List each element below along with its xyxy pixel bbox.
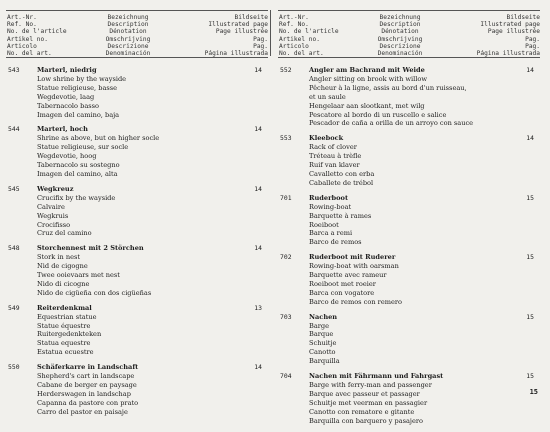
illustrated-page-number: 15 — [526, 253, 534, 262]
translation-line: Barquette à rames — [309, 211, 372, 220]
translation-line: Crucifix by the wayside — [37, 193, 116, 202]
catalog-entry — [6, 125, 268, 178]
description-lines — [37, 363, 268, 416]
description-lines — [309, 372, 540, 425]
translation-line: Barco de remos con remero — [309, 297, 402, 306]
translation-line: Pescador de caña a orilla de un arroyo con sauce — [309, 119, 474, 128]
translation-line: Rack of clover — [309, 143, 357, 152]
illustrated-page-number: 15 — [526, 193, 534, 202]
illustrated-page-number: 14 — [254, 66, 262, 74]
translation-line: Equestrian statue — [37, 312, 97, 321]
catalog-entry — [278, 372, 540, 425]
translation-line: Cruz del camino — [37, 229, 92, 238]
translation-line: Estatua ecuestre — [37, 348, 94, 357]
translation-line: Twee ooievaars met nest — [37, 271, 120, 280]
translation-line: Pescatore al bordo di un ruscello e salice — [309, 110, 447, 119]
translation-line: Statue religieuse, sur socle — [37, 143, 129, 152]
illustrated-page-number: 14 — [526, 134, 534, 143]
illustrated-page-number: 13 — [254, 303, 262, 312]
description-lines — [309, 66, 540, 128]
translation-line: Schuitje met veerman en passagier — [309, 398, 428, 407]
german-title: Nachen mit Fährmann und Fahrgast — [309, 372, 444, 381]
description-lines — [37, 66, 268, 119]
article-number: 549 — [8, 303, 20, 312]
translation-line: Wegdevotie, hoog — [37, 152, 97, 161]
translation-line: Roeiboot met roeier — [309, 279, 376, 288]
article-number: 552 — [280, 66, 292, 74]
translation-line: Crocifisso — [37, 220, 71, 229]
german-title: Wegkreuz — [37, 184, 74, 193]
left-entries — [6, 66, 268, 417]
translation-line: Shepherd's cart in landscape — [37, 372, 135, 381]
catalog-entry — [6, 304, 268, 357]
translation-line: Barge with ferry-man and passenger — [309, 381, 432, 389]
article-number: 548 — [8, 244, 20, 253]
article-number: 553 — [280, 134, 292, 143]
header-bildseite: Bildseite Illustrated page Page illustrée Pag. Pag. Página illustrada — [476, 14, 540, 58]
translation-line: Barca a remi — [309, 229, 353, 238]
catalog-entry — [278, 313, 540, 366]
translation-line: Nid de cigogne — [37, 262, 88, 271]
translation-line: Barquette avec rameur — [309, 271, 387, 280]
translation-line: Barquilla con barquero y pasajero — [309, 416, 424, 425]
catalog-entry — [6, 244, 268, 297]
translation-line: Imagen del camino, alta — [37, 169, 118, 178]
header-bildseite: Bildseite Illustrated page Page illustrée Pag. Pag. Página illustrada — [204, 14, 268, 58]
german-title: Schäferkarre in Landschaft — [37, 363, 139, 372]
description-lines — [37, 244, 268, 297]
catalog-entry — [278, 66, 540, 128]
translation-line: Barque avec passeur et passager — [309, 389, 420, 398]
translation-line: Statue équestre — [37, 321, 91, 330]
translation-line: Hengelaar aan slootkant, met wilg — [309, 101, 425, 110]
article-number: 703 — [280, 312, 292, 321]
translation-line: Barque — [309, 330, 334, 339]
article-number: 545 — [8, 184, 20, 193]
article-number: 543 — [8, 66, 20, 74]
translation-line: Tréteau à trèfle — [309, 152, 362, 161]
translation-line: Barge — [309, 321, 330, 330]
translation-line: Barco de remos — [309, 238, 362, 247]
description-lines — [309, 194, 540, 247]
translation-line: Nido de cigüeña con dos cigüeñas — [37, 288, 152, 297]
translation-line: Capanna da pastore con prato — [37, 398, 139, 407]
description-lines — [309, 134, 540, 187]
german-title: Angler am Bachrand mit Weide — [309, 66, 425, 74]
illustrated-page-number: 14 — [254, 184, 262, 193]
right-column — [278, 10, 540, 432]
description-lines — [309, 253, 540, 306]
german-title: Ruderboot mit Ruderer — [309, 253, 396, 262]
description-lines — [37, 304, 268, 357]
illustrated-page-number: 15 — [526, 312, 534, 321]
german-title: Ruderboot — [309, 193, 349, 202]
translation-line: Shrine as above, but on higher socle — [37, 134, 160, 143]
article-number: 550 — [8, 363, 20, 372]
translation-line: Ruitergedenkteken — [37, 330, 102, 339]
illustrated-page-number: 14 — [254, 363, 262, 372]
illustrated-page-number: 15 — [526, 372, 534, 381]
translation-line: Canotto — [309, 348, 336, 357]
german-title: Storchennest mit 2 Störchen — [37, 244, 144, 253]
illustrated-page-number: 14 — [526, 66, 534, 74]
catalog-entry — [6, 66, 268, 119]
page-number: 15 — [529, 388, 538, 396]
translation-line: Barca con vogatore — [309, 288, 375, 297]
column-divider — [270, 10, 271, 56]
illustrated-page-number: 14 — [254, 125, 262, 134]
translation-line: Nido di cicogne — [37, 279, 90, 288]
translation-line: et un saule — [309, 92, 346, 101]
article-number: 701 — [280, 193, 292, 202]
translation-line: Ruif van klaver — [309, 161, 360, 170]
translation-line: Imagen del camino, baja — [37, 110, 120, 119]
right-header — [278, 10, 540, 58]
header-bezeichnung: Bezeichnung Description Dénotation Omschrijving Descrizione Denominación — [105, 14, 151, 58]
header-art-nr: Art.-Nr. Ref. No. No. de l'article Artikel no. Articolo No. del art. — [279, 14, 339, 58]
translation-line: Statua equestre — [37, 339, 91, 348]
translation-line: Carro del pastor en paisaje — [37, 407, 128, 416]
description-lines — [309, 313, 540, 366]
header-bezeichnung: Bezeichnung Description Dénotation Omschrijving Descrizione Denominación — [377, 14, 423, 58]
translation-line: Wegdevotie, laag — [37, 92, 95, 101]
catalog-entry — [278, 253, 540, 306]
translation-line: Tabernacolo su sostegno — [37, 161, 120, 170]
article-number: 544 — [8, 125, 20, 134]
translation-line: Schuitje — [309, 339, 337, 348]
german-title: Reiterdenkmal — [37, 303, 92, 312]
german-title: Nachen — [309, 312, 338, 321]
description-lines — [37, 125, 268, 178]
catalog-entry — [278, 134, 540, 187]
header-art-nr: Art.-Nr. Ref. No. No. de l'article Artikel no. Articolo No. del art. — [7, 14, 67, 58]
german-title: Kleebock — [309, 134, 344, 143]
german-title: Marterl, niedrig — [37, 66, 97, 74]
article-number: 702 — [280, 253, 292, 262]
translation-line: Low shrine by the wayside — [37, 74, 127, 83]
translation-line: Angler sitting on brook with willow — [309, 74, 427, 83]
translation-line: Barquilla — [309, 357, 340, 366]
article-number: 704 — [280, 372, 292, 381]
german-title: Marterl, hoch — [37, 125, 88, 134]
translation-line: Roeiboot — [309, 220, 339, 229]
left-column — [6, 10, 268, 423]
translation-line: Tabernacolo basso — [37, 101, 99, 110]
illustrated-page-number: 14 — [254, 244, 262, 253]
translation-line: Rowing-boat — [309, 202, 352, 211]
translation-line: Stork in nest — [37, 253, 81, 262]
translation-line: Herderswagen in landschap — [37, 389, 131, 398]
translation-line: Caballete de trébol — [309, 178, 374, 187]
translation-line: Calvaire — [37, 202, 65, 211]
catalog-entry — [6, 185, 268, 238]
left-header — [6, 10, 268, 58]
catalog-entry — [6, 363, 268, 416]
translation-line: Cavalletto con erba — [309, 169, 375, 178]
right-entries — [278, 66, 540, 426]
translation-line: Canotto con rematore e gitante — [309, 407, 415, 416]
description-lines — [37, 185, 268, 238]
translation-line: Statue religieuse, basse — [37, 83, 118, 92]
translation-line: Pêcheur à la ligne, assis au bord d'un ruisseau, — [309, 83, 467, 92]
translation-line: Cabane de berger en paysage — [37, 381, 137, 389]
catalog-entry — [278, 194, 540, 247]
translation-line: Rowing-boat with oarsman — [309, 262, 399, 271]
translation-line: Wegkruis — [37, 211, 69, 220]
